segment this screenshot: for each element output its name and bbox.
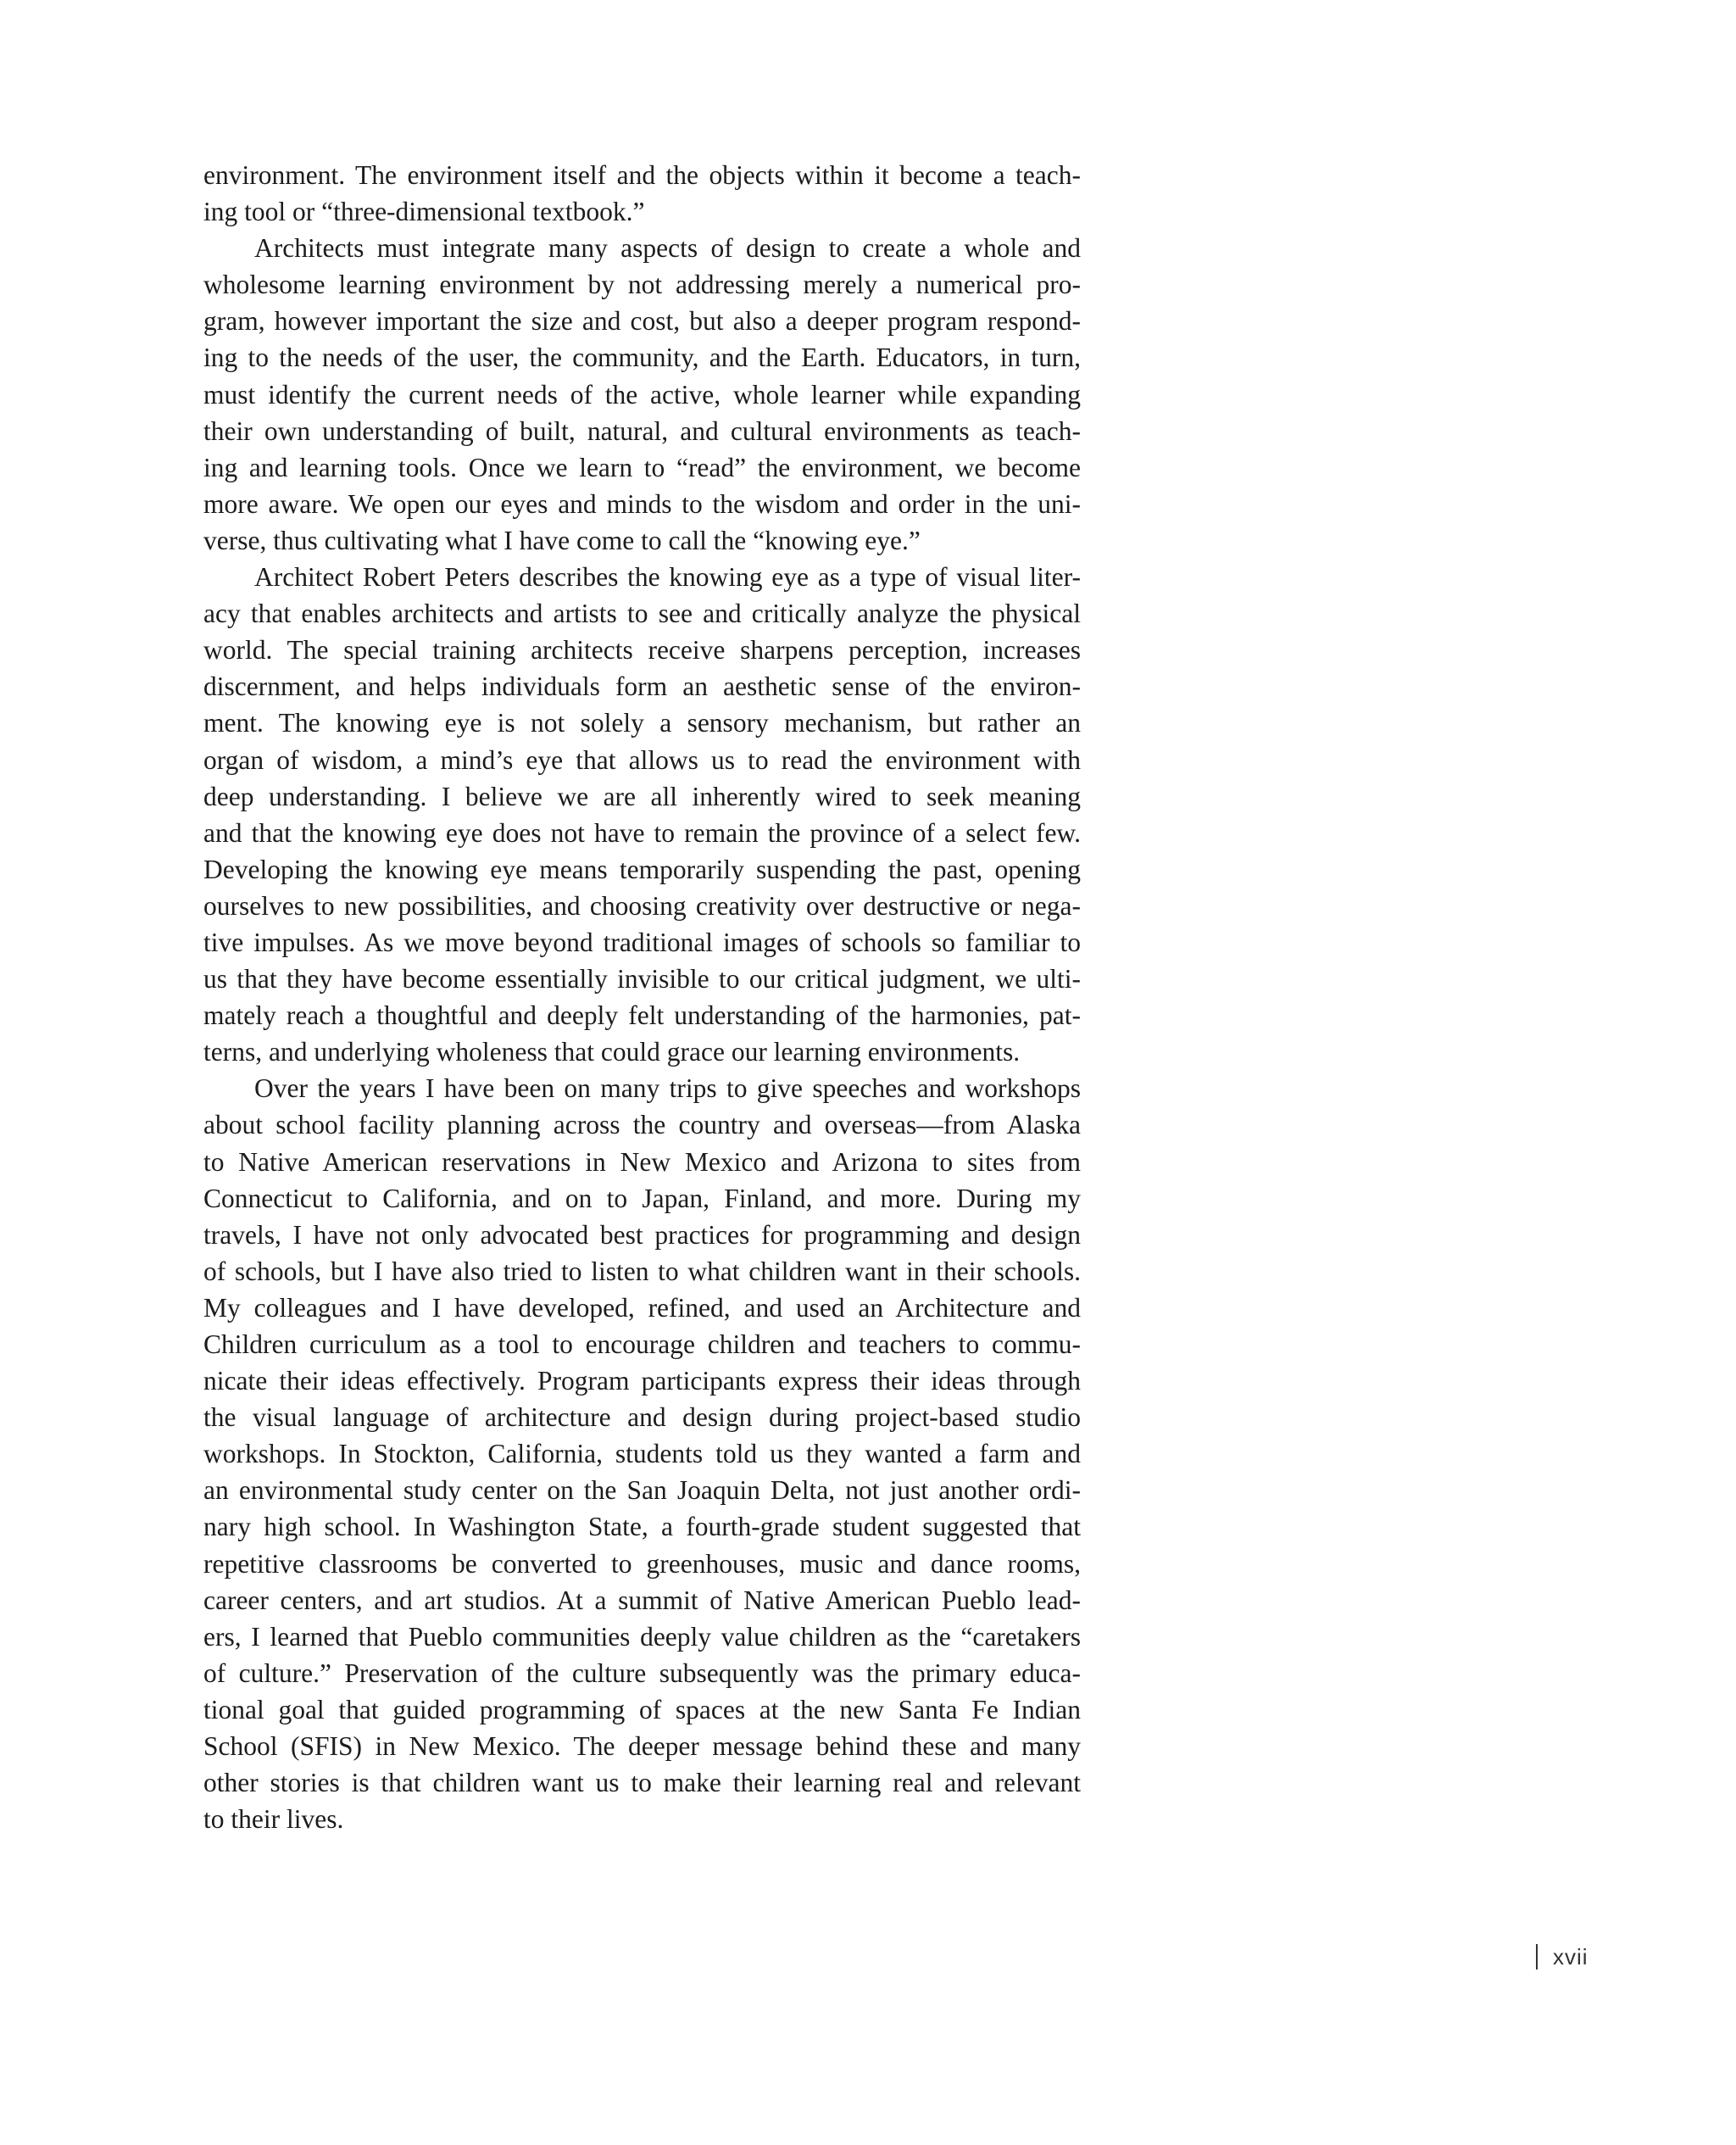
text-line: must identify the current needs of the active, whole learner while expanding [203,379,1081,410]
text-line: nicate their ideas effectively. Program participants express their ideas through [203,1366,1081,1396]
text-line: ers, I learned that Pueblo communities deeply value children as the “caretakers [203,1621,1081,1652]
text-line: about school facility planning across the country and overseas—from Alaska [203,1110,1081,1140]
text-line: tional goal that guided programming of spaces at the new Santa Fe Indian [203,1694,1081,1724]
text-line: gram, however important the size and cost, but also a deeper program respond- [203,306,1081,337]
text-line: more aware. We open our eyes and minds to the wisdom and order in the uni- [203,488,1081,519]
text-line: to their lives. [203,1804,344,1835]
text-line: organ of wisdom, a mind’s eye that allows us to read the environment with [203,744,1081,775]
page-number [1536,1940,1589,1974]
text-line: ourselves to new possibilities, and choosing creativity over destructive or nega- [203,890,1081,921]
text-line: nary high school. In Washington State, a fourth-grade student suggested that [203,1512,1081,1542]
text-line: Developing the knowing eye means temporarily suspending the past, opening [203,854,1081,884]
text-line: environment. The environment itself and the objects within it become a teach- [203,160,1081,190]
text-line: to Native American reservations in New Mexico and Arizona to sites from [203,1146,1081,1177]
text-line: mately reach a thoughtful and deeply felt understanding of the harmonies, pat- [203,1000,1081,1031]
text-line: Connecticut to California, and on to Japan, Finland, and more. During my [203,1183,1081,1213]
text-line: School (SFIS) in New Mexico. The deeper message behind these and many [203,1731,1081,1762]
text-line: acy that enables architects and artists to see and critically analyze the physical [203,599,1081,629]
text-line: ing tool or “three-dimensional textbook.” [203,197,645,227]
text-line: Architects must integrate many aspects of design to create a whole and [254,233,1081,264]
paragraph [203,157,1081,230]
paragraph [203,230,1081,559]
paragraph [203,559,1081,1070]
text-line: ing to the needs of the user, the community, and the Earth. Educators, in turn, [203,343,1081,373]
text-line: other stories is that children want us to make their learning real and relevant [203,1768,1081,1798]
paragraph [203,1070,1081,1837]
text-line: verse, thus cultivating what I have come to call the “knowing eye.” [203,525,921,555]
text-line: workshops. In Stockton, California, students told us they wanted a farm and [203,1439,1081,1469]
page-number-label: xvii [1553,1943,1589,1970]
folio-divider [1536,1944,1538,1970]
text-line: and that the knowing eye does not have to remain the province of a select few. [203,817,1081,848]
text-line: terns, and underlying wholeness that could grace our learning environments. [203,1037,1021,1067]
text-line: an environmental study center on the San Joaquin Delta, not just another ordi- [203,1475,1081,1506]
text-line: of culture.” Preservation of the culture subsequently was the primary educa- [203,1658,1081,1688]
text-line: tive impulses. As we move beyond traditional images of schools so familiar to [203,927,1081,957]
text-line: career centers, and art studios. At a summit of Native American Pueblo lead- [203,1585,1081,1615]
text-line: deep understanding. I believe we are all inherently wired to seek meaning [203,781,1081,811]
text-line: their own understanding of built, natural, and cultural environments as teach- [203,415,1081,446]
text-line: repetitive classrooms be converted to greenhouses, music and dance rooms, [203,1548,1081,1579]
text-line: Children curriculum as a tool to encourage children and teachers to commu- [203,1329,1081,1359]
text-line: wholesome learning environment by not addressing merely a numerical pro- [203,270,1081,300]
text-line: of schools, but I have also tried to listen to what children want in their schools. [203,1256,1081,1286]
text-line: the visual language of architecture and design during project-based studio [203,1402,1081,1433]
text-line: Architect Robert Peters describes the knowing eye as a type of visual liter- [254,562,1081,593]
text-line: ment. The knowing eye is not solely a sensory mechanism, but rather an [203,708,1081,738]
body-text [203,157,1081,1837]
text-line: My colleagues and I have developed, refined, and used an Architecture and [203,1292,1081,1323]
text-line: Over the years I have been on many trips to give speeches and workshops [254,1073,1081,1104]
text-line: ing and learning tools. Once we learn to “read” the environment, we become [203,452,1081,482]
text-line: us that they have become essentially invisible to our critical judgment, we ulti- [203,964,1081,994]
text-line: world. The special training architects receive sharpens perception, increases [203,635,1081,666]
text-line: discernment, and helps individuals form an aesthetic sense of the environ- [203,671,1081,702]
text-line: travels, I have not only advocated best practices for programming and design [203,1219,1081,1250]
